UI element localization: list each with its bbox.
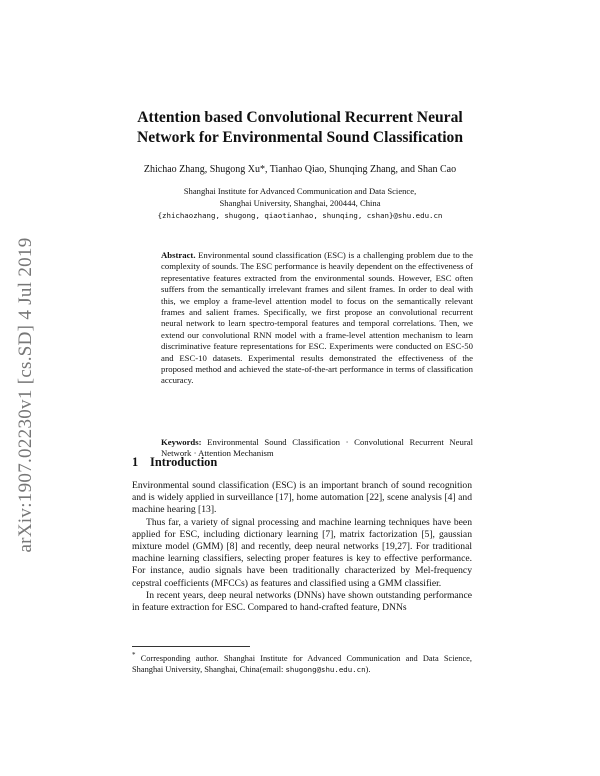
section-number: 1 (132, 455, 139, 469)
footnote (132, 650, 472, 675)
abstract-text: Environmental sound classification (ESC) is a challenging problem due to the complexity of sounds. The ESC performance is heavily dependent on the effectiveness of representative features extracted from the environmental sounds. However, ESC often suffers from the semantically irrelevant frames and silent frames. In order to deal with this, we employ a frame-level attention model to focus on the semantically relevant frames and salient frames. Specifically, we first propose an convolutional recurrent neural network to learn spectro-temporal features and temporal correlations. Then, we extend our convolutional RNN model with a frame-level attention mechanism to learn discriminative feature representations for ESC. Experiments were conducted on ESC-50 and ESC-10 datasets. Experimental results demonstrated the effectiveness of the proposed method and achieved the state-of-the-art performance in terms of classification accuracy. (161, 250, 473, 386)
affiliation-line-1: Shanghai Institute for Advanced Communication and Data Science, (183, 186, 417, 196)
body-text (132, 480, 472, 614)
paragraph: Environmental sound classification (ESC) is an important branch of sound recognition and is widely applied in surveillance [17], home automation [22], scene analysis [4] and machine hearing [13]. (132, 480, 472, 516)
title-line-1: Attention based Convolutional Recurrent Neural (137, 109, 463, 126)
section-title: Introduction (150, 455, 218, 469)
affiliation-line-2: Shanghai University, Shanghai, 200444, China (219, 197, 381, 208)
paragraph: Thus far, a variety of signal processing and machine learning techniques have been applied for ESC, including dictionary learning [7], matrix factorization [5], gaussian mixture model (GMM) [8] and recently, deep neural networks [19,27]. For traditional machine learning classifiers, selecting proper features is key to effective performance. For instance, audio signals have been traditionally characterized by Mel-frequency cepstral coefficients (MFCCs) as features and classified using a GMM classifier. (132, 516, 472, 589)
author-emails: {zhichaozhang, shugong, qiaotianhao, shunqing, cshan}@shu.edu.cn (157, 210, 443, 220)
arxiv-stamp-text: arXiv:1907.02230v1 [cs.SD] 4 Jul 2019 (15, 237, 36, 553)
authors: Zhichao Zhang, Shugong Xu*, Tianhao Qiao, Shunqing Zhang, and Shan Cao (143, 164, 457, 175)
footnote-text: Corresponding author. Shanghai Institute for Advanced Communication and Data Science, Shanghai University, Shanghai, China(email: (132, 653, 472, 675)
section-heading (132, 455, 472, 470)
keywords-label: Keywords: (161, 437, 202, 447)
footnote-mark: * (132, 651, 136, 659)
arxiv-stamp (6, 215, 46, 575)
keywords-text: Environmental Sound Classification · Convolutional Recurrent Neural Network · Attention Mechanism (161, 437, 473, 459)
affiliation (100, 186, 500, 221)
title-line-2: Network for Environmental Sound Classification (136, 129, 464, 146)
footnote-suffix: ). (365, 665, 371, 675)
footnote-email: shugong@shu.edu.cn (285, 665, 366, 675)
footnote-rule (132, 646, 250, 647)
abstract (161, 250, 473, 387)
paragraph: In recent years, deep neural networks (DNNs) have shown outstanding performance in feature extraction for ESC. Compared to hand-crafted feature, DNNs (132, 589, 472, 614)
abstract-label: Abstract. (161, 250, 196, 260)
paper-title (100, 108, 500, 148)
